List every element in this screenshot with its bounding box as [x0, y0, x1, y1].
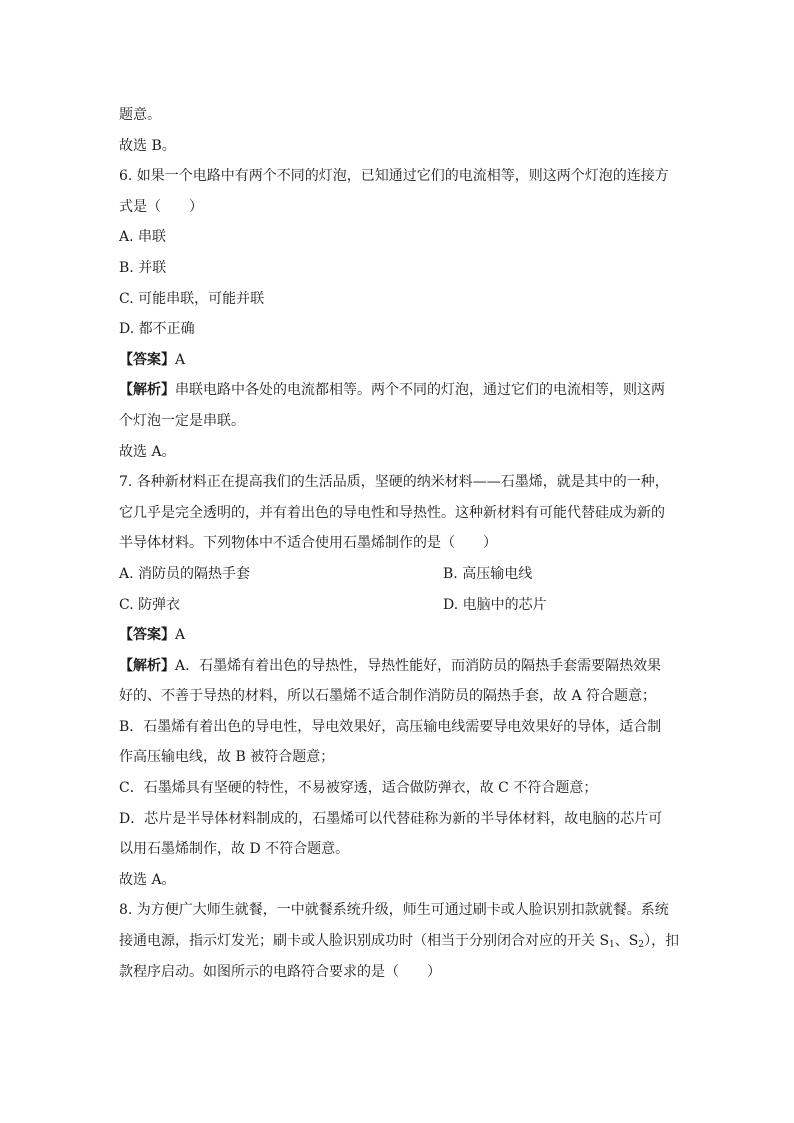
q6-option-b: B. 并联 — [119, 259, 167, 276]
q8-stem-line-2-pre: 接通电源，指示灯发光；刷卡或人脸识别成功时（相当于分别闭合对应的开关 S — [119, 933, 610, 950]
document-page — [119, 100, 679, 987]
q7-analysis-line-7: 以用石墨烯制作，故 D 不符合题意。 — [119, 841, 350, 858]
q7-analysis-label: 【解析】 — [119, 657, 175, 674]
q7-option-a: A. 消防员的隔热手套 — [119, 565, 251, 582]
q6-option-d: D. 都不正确 — [119, 321, 195, 338]
q7-answer — [119, 620, 679, 651]
q6-stem-line-2: 式是（ ） — [119, 198, 203, 215]
q6-analysis-line-1 — [119, 375, 679, 406]
q7-conclusion: 故选 A。 — [119, 871, 176, 888]
q6-stem-line-1: 6. 如果一个电路中有两个不同的灯泡，已知通过它们的电流相等，则这两个灯泡的连接方 — [119, 168, 669, 185]
q8-switch-s1-subscript: 1 — [609, 940, 615, 951]
q8-stem-line-1: 8. 为方便广大师生就餐，一中就餐系统升级，师生可通过刷卡或人脸识别扣款就餐。系统 — [119, 902, 669, 919]
q8-switch-separator: 、S — [614, 933, 639, 950]
q7-option-b: B. 高压输电线 — [443, 565, 533, 582]
q7-stem-line-1: 7. 各种新材料正在提高我们的生活品质，坚硬的纳米材料——石墨烯，就是其中的一种， — [119, 474, 669, 491]
q7-options-row-2 — [119, 590, 679, 621]
q7-stem-line-3: 半导体材料。下列物体中不适合使用石墨烯制作的是（ ） — [119, 535, 497, 552]
q7-answer-value: A — [175, 627, 186, 644]
q7-analysis-line-2: 好的、不善于导热的材料，所以石墨烯不适合制作消防员的隔热手套，故 A 符合题意； — [119, 688, 657, 705]
q6-answer-label: 【答案】 — [119, 351, 175, 368]
q7-options-row-1 — [119, 559, 679, 590]
q6-analysis-line-2: 个灯泡一定是串联。 — [119, 412, 245, 429]
q8-stem-line-2 — [119, 926, 679, 957]
q7-analysis-line-5: C．石墨烯具有坚硬的特性，不易被穿透，适合做防弹衣，故 C 不符合题意； — [119, 780, 598, 797]
q7-option-d: D. 电脑中的芯片 — [443, 596, 547, 613]
q6-answer — [119, 345, 679, 376]
prev-question-tail: 题意。 — [119, 107, 161, 123]
q6-analysis-text-1: 串联电路中各处的电流都相等。两个不同的灯泡，通过它们的电流相等，则这两 — [175, 382, 665, 399]
q6-answer-value: A — [175, 351, 186, 368]
q7-stem-line-2: 它几乎是完全透明的，并有着出色的导电性和导热性。这种新材料有可能代替硅成为新的 — [119, 504, 665, 521]
q7-answer-label: 【答案】 — [119, 627, 175, 644]
q7-option-c: C. 防弹衣 — [119, 596, 181, 613]
q8-stem-line-3: 款程序启动。如图所示的电路符合要求的是（ ） — [119, 963, 441, 980]
q6-analysis-label: 【解析】 — [119, 382, 175, 399]
q7-analysis-line-3: B．石墨烯有着出色的导电性，导电效果好，高压输电线需要导电效果好的导体，适合制 — [119, 718, 662, 735]
q8-stem-line-2-post: ），扣 — [644, 933, 680, 950]
q6-conclusion: 故选 A。 — [119, 443, 176, 460]
prev-question-conclusion: 故选 B。 — [119, 137, 176, 154]
q7-analysis-line-4: 作高压输电线，故 B 被符合题意； — [119, 749, 335, 766]
q6-option-c: C. 可能串联，可能并联 — [119, 290, 265, 307]
q6-option-a: A. 串联 — [119, 229, 167, 246]
q7-analysis-text-1: A．石墨烯有着出色的导热性，导热性能好，而消防员的隔热手套需要隔热效果 — [175, 657, 662, 674]
q7-analysis-line-1 — [119, 651, 679, 682]
q7-analysis-line-6: D．芯片是半导体材料制成的，石墨烯可以代替硅称为新的半导体材料，故电脑的芯片可 — [119, 810, 663, 827]
q8-switch-s2-subscript: 2 — [638, 940, 645, 951]
